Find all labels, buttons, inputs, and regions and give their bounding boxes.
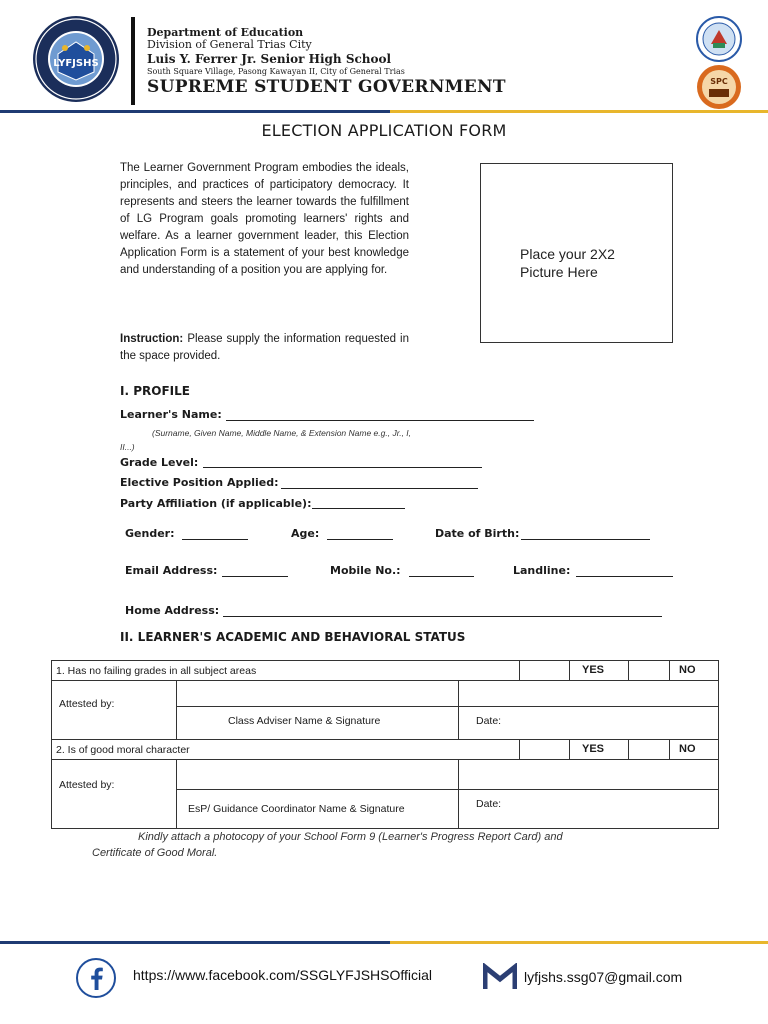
attest-2-date-label: Date: — [476, 798, 502, 810]
spc-seal-text: SPC — [710, 77, 728, 86]
deped-seal — [696, 16, 742, 62]
dob-label: Date of Birth: — [435, 527, 520, 540]
landline-field[interactable] — [576, 576, 673, 577]
attachment-remark-line1: Kindly attach a photocopy of your School Form 9 (Learner's Progress Report Card) and — [138, 831, 563, 843]
criterion-2-divider-d — [669, 739, 670, 760]
dob-field[interactable] — [521, 539, 650, 540]
instruction-text: Please supply the information requested in the space provided. — [120, 333, 409, 362]
attest-1-label: Attested by: — [59, 698, 115, 710]
instruction-paragraph — [120, 331, 409, 365]
header-divider — [131, 17, 135, 105]
header — [0, 0, 768, 115]
criterion-2-no-label: NO — [679, 743, 696, 755]
facebook-link[interactable]: https://www.facebook.com/SSGLYFJSHSOfficial — [133, 967, 433, 983]
attest-1-signatory: Class Adviser Name & Signature — [228, 715, 381, 727]
intro-paragraph: The Learner Government Program embodies the ideals, principles, and practices of participatory democracy. It represents and steers the learner towards the fulfillment of LG Program goals promoting learners' rights and welfare. As a learner government leader, this Election Application Form is a statement of your best knowledge and understanding of a position you are applying for. — [120, 162, 409, 276]
criterion-2-text: 2. Is of good moral character — [56, 744, 190, 756]
position-field[interactable] — [281, 488, 478, 489]
status-table — [51, 660, 719, 830]
spc-seal — [696, 64, 742, 110]
email-label: Email Address: — [125, 564, 218, 577]
attest-2-signature-field[interactable] — [177, 760, 457, 789]
email-field[interactable] — [222, 576, 288, 577]
attest-2-divider-v2 — [458, 759, 459, 829]
ssg-logo — [28, 14, 124, 104]
department-name: Department of Education — [147, 26, 304, 39]
party-field[interactable] — [312, 508, 405, 509]
footer-rule-gold — [390, 941, 768, 944]
attest-1-signature-field[interactable] — [177, 681, 457, 706]
criterion-2-no-box[interactable] — [629, 740, 669, 759]
attachment-remark-line2: Certificate of Good Moral. — [92, 847, 218, 859]
attest-2-label: Attested by: — [59, 779, 115, 791]
criterion-2-yes-box[interactable] — [520, 740, 568, 759]
instruction-label: Instruction: — [120, 333, 184, 345]
mobile-field[interactable] — [409, 576, 474, 577]
status-heading: II. LEARNER'S ACADEMIC AND BEHAVIORAL STATUS — [120, 630, 466, 644]
header-rule-navy — [0, 110, 390, 113]
criterion-1-no-box[interactable] — [629, 661, 669, 680]
footer-rule-navy — [0, 941, 390, 944]
criterion-1-divider-b — [569, 660, 570, 681]
photo-placeholder-text: Place your 2X2 Picture Here — [520, 246, 615, 280]
party-label: Party Affiliation (if applicable): — [120, 497, 312, 510]
organization-name: SUPREME STUDENT GOVERNMENT — [147, 77, 506, 97]
attest-1-date-label: Date: — [476, 715, 502, 727]
attest-2-signatory: EsP/ Guidance Coordinator Name & Signature — [188, 803, 405, 815]
mobile-label: Mobile No.: — [330, 564, 401, 577]
landline-label: Landline: — [513, 564, 571, 577]
criterion-1-divider-d — [669, 660, 670, 681]
school-address: South Square Village, Pasong Kawayan II, City of General Trias — [147, 67, 405, 76]
school-name: Luis Y. Ferrer Jr. Senior High School — [147, 52, 392, 66]
criterion-1-yes-label: YES — [582, 664, 605, 676]
gender-label: Gender: — [125, 527, 175, 540]
grade-level-field[interactable] — [203, 467, 482, 468]
learner-name-field[interactable] — [226, 420, 534, 421]
position-label: Elective Position Applied: — [120, 476, 279, 489]
form-title: ELECTION APPLICATION FORM — [261, 121, 507, 140]
header-rule-gold — [390, 110, 768, 113]
email-link[interactable]: lyfjshs.ssg07@gmail.com — [524, 969, 683, 985]
criterion-2-divider-b — [569, 739, 570, 760]
gmail-icon — [483, 963, 517, 991]
division-name: Division of General Trias City — [147, 38, 312, 51]
ssg-logo-mark: LYFJSHS — [53, 58, 99, 69]
age-label: Age: — [291, 527, 320, 540]
grade-level-label: Grade Level: — [120, 456, 199, 469]
gender-field[interactable] — [182, 539, 248, 540]
criterion-1-no-label: NO — [679, 664, 696, 676]
attest-2-divider-h — [176, 789, 719, 790]
age-field[interactable] — [327, 539, 393, 540]
home-address-field[interactable] — [223, 616, 662, 617]
profile-heading: I. PROFILE — [120, 384, 190, 398]
learner-name-hint: (Surname, Given Name, Middle Name, & Extension Name e.g., Jr., I, II...) — [120, 428, 412, 452]
learner-name-label: Learner's Name: — [120, 408, 222, 421]
facebook-icon — [76, 958, 116, 998]
home-address-label: Home Address: — [125, 604, 220, 617]
criterion-1-text: 1. Has no failing grades in all subject areas — [56, 665, 257, 677]
criterion-1-yes-box[interactable] — [520, 661, 568, 680]
criterion-2-yes-label: YES — [582, 743, 605, 755]
attest-1-divider-h — [176, 706, 719, 707]
attest-1-divider-v2 — [458, 680, 459, 740]
